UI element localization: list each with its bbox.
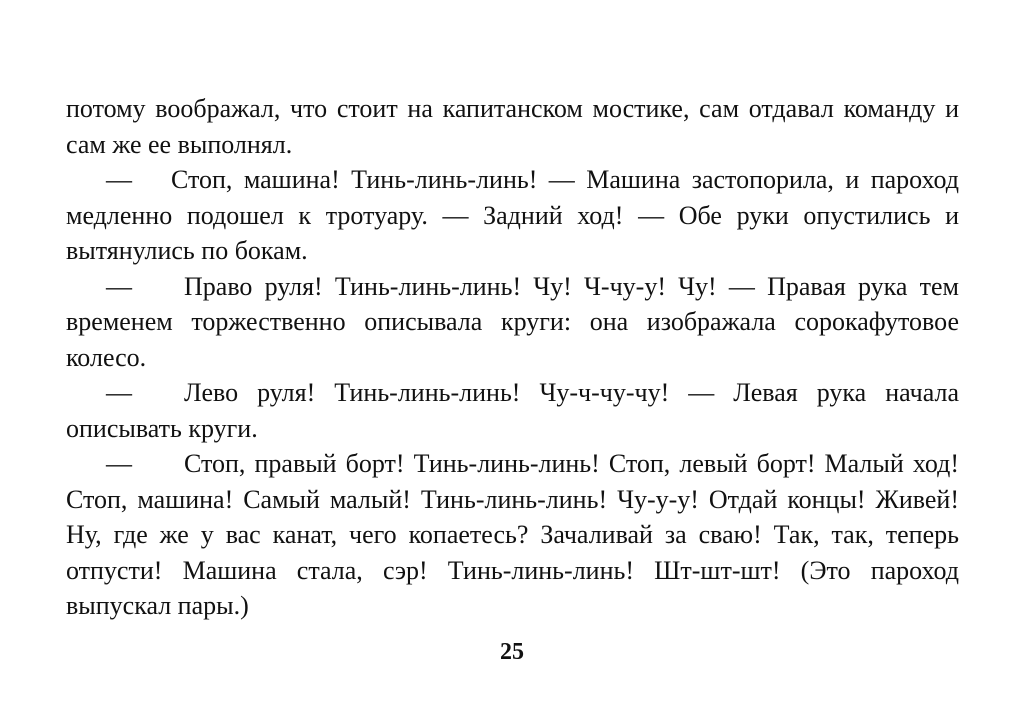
paragraph-3: — Право руля! Тинь-линь-линь! Чу! Ч-чу-у! Чу! — Правая рука тем временем торжественно описывала круги: она изображала сорокафутовое колесо. xyxy=(66,271,959,372)
paragraph-1: потому воображал, что стоит на капитанском мостике, сам отдавал команду и сам же ее выполнял. xyxy=(66,94,959,159)
page-number: 25 xyxy=(500,639,524,665)
paragraph-4: — Лево руля! Тинь-линь-линь! Чу-ч-чу-чу! — Левая рука начала описывать круги. xyxy=(66,378,959,443)
page-text xyxy=(66,91,959,624)
paragraph-2: — Стоп, машина! Тинь-линь-линь! — Машина застопорила, и пароход медленно подошел к тротуару. — Задний ход! — Обе руки опустились и вытянулись по бокам. xyxy=(66,165,959,265)
paragraph-5: — Стоп, правый борт! Тинь-линь-линь! Стоп, левый борт! Малый ход! Стоп, машина! Самый малый! Тинь-линь-линь! Чу-у-у! Отдай концы! Живей! Ну, где же у вас канат, чего копаетесь? Зачаливай за сваю! Так, так, теперь отпусти! Машина стала, сэр! Тинь-линь-линь! Шт-шт-шт! (Это пароход выпускал пары.) xyxy=(66,449,959,620)
